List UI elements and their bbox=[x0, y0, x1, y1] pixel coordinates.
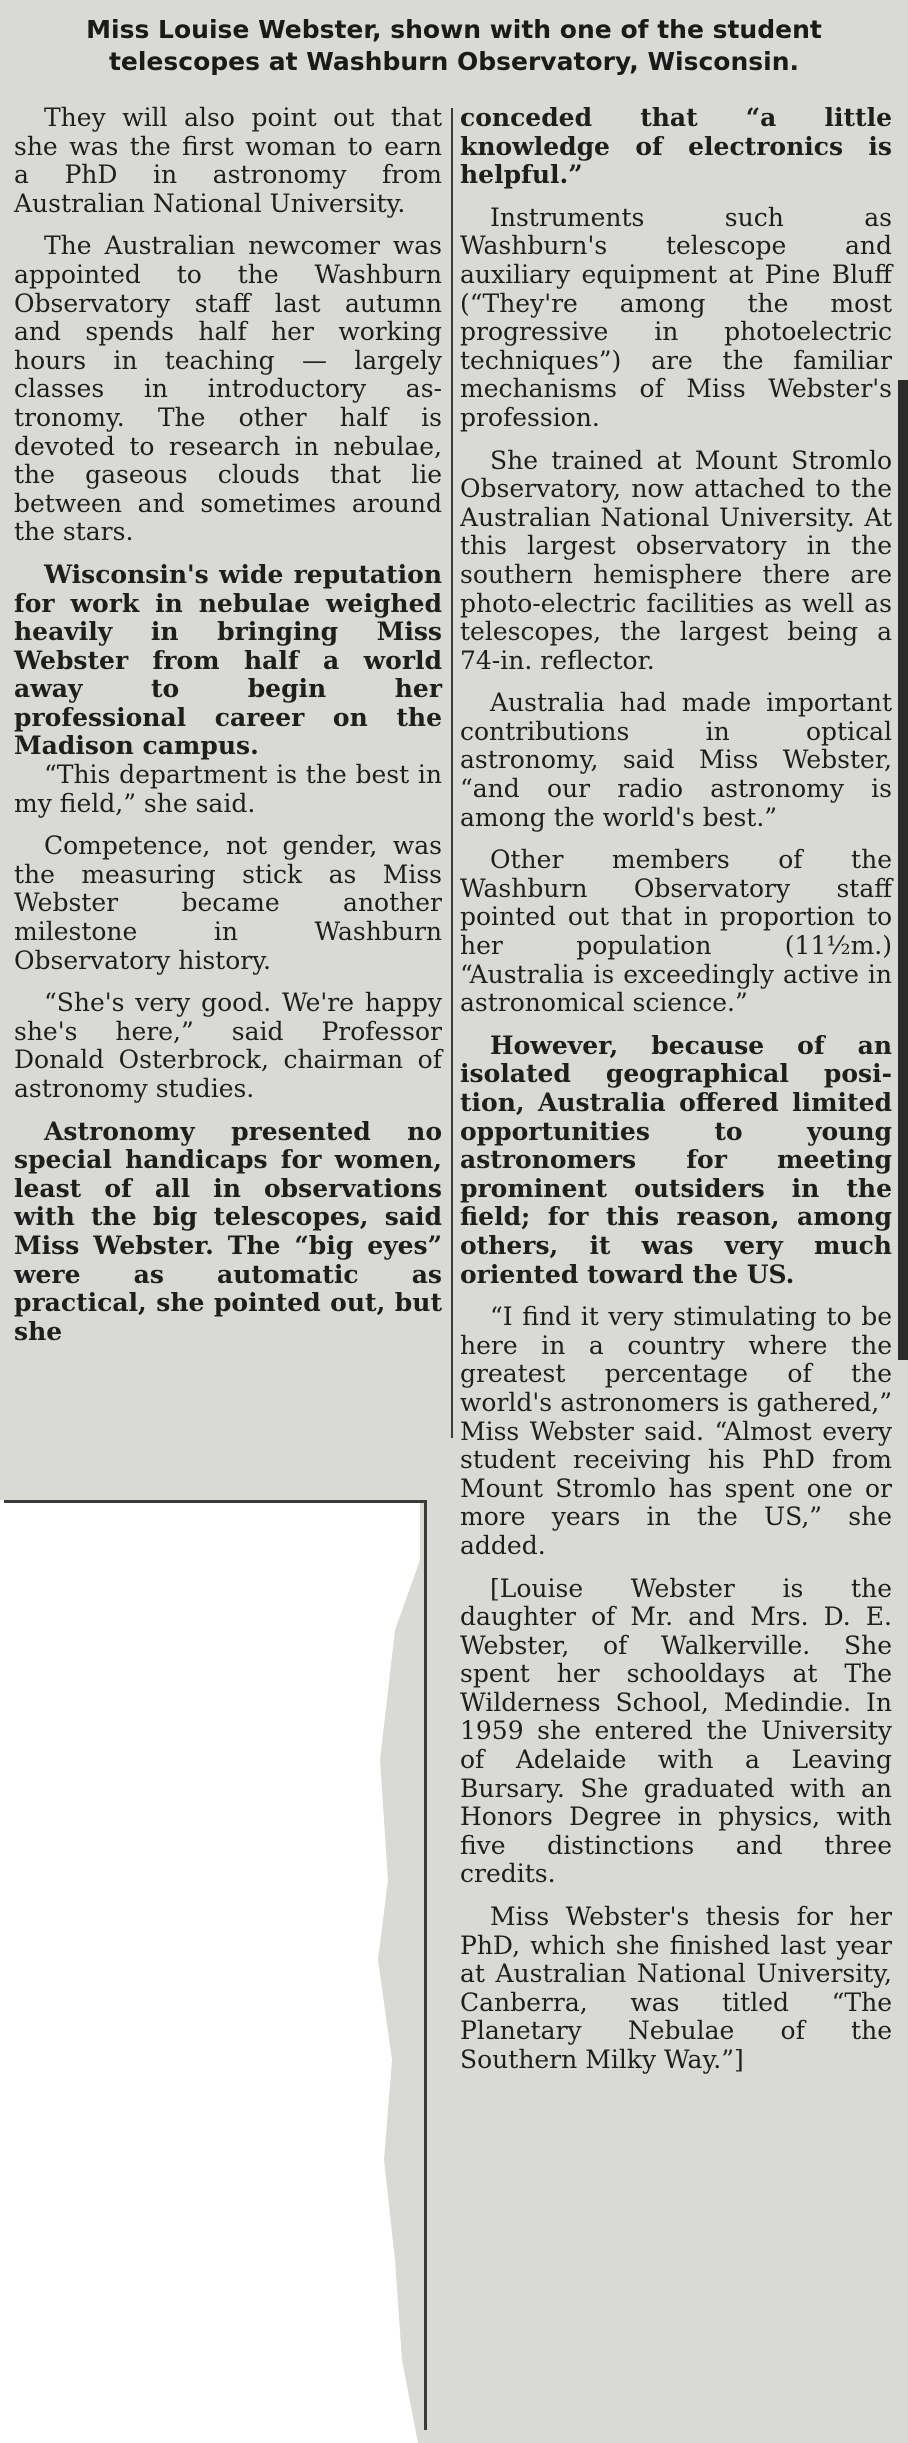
article-column-left bbox=[14, 104, 442, 1346]
column-rule bbox=[451, 108, 453, 1438]
article-paragraph: [Louise Webster is the daughter of Mr. and Mrs. D. E. Webster, of Walkerville. She spent her schooldays at The Wilderness School, Medindie. In 1959 she entered the University of Adelaide with a Leaving Bursary. She graduated with an Honors Degree in physics, with five distinctions and three credits. bbox=[460, 1573, 892, 1889]
article-paragraph: Instruments such as Washburn's telescope and auxiliary equipment at Pine Bluff (“They're among the most progressive in photoelectric techniques”) are the familiar mechanisms of Miss Webster's profession. bbox=[460, 202, 892, 432]
article-column-right bbox=[460, 104, 892, 2075]
article-paragraph: “She's very good. We're happy she's here,” said Professor Donald Osterbrock, chairman of astronomy studies. bbox=[14, 988, 442, 1103]
article-paragraph: Astronomy presented no special handicaps for women, least of all in observations with the big telescopes, said Miss Webster. The “big eyes” were as automatic as practical, she pointed out, but she bbox=[14, 1116, 442, 1346]
article-paragraph: Wisconsin's wide reputation for work in nebulae weighed heavily in bringing Miss Webster from half a world away to begin her professional career on the Madison campus. bbox=[14, 559, 442, 761]
adjacent-clipping-edge bbox=[898, 380, 908, 1360]
photo-box-top-rule bbox=[4, 1500, 426, 1503]
article-paragraph: She trained at Mount Stromlo Observatory, now attached to the Australian National University. At this largest observatory in the southern hemisphere there are photo-electric facilities as well as telescopes, the largest being a 74-in. reflector. bbox=[460, 445, 892, 675]
article-paragraph: “This department is the best in my field,” she said. bbox=[14, 760, 442, 818]
article-paragraph: Australia had made important contributions in optical astronomy, said Miss Webster, “and our radio astronomy is among the world's best.” bbox=[460, 688, 892, 832]
article-paragraph: Competence, not gender, was the measuring stick as Miss Webster became another milestone in Washburn Observatory history. bbox=[14, 831, 442, 975]
photo-box-side-rule bbox=[424, 1500, 427, 2430]
photo-caption: Miss Louise Webster, shown with one of the student telescopes at Washburn Observatory, Wisconsin. bbox=[86, 15, 822, 76]
article-paragraph: However, because of an isolated geographical position, Australia offered limited opportunities to young astronomers for meeting prominent outsiders in the field; for this reason, among others, it was very much oriented toward the US. bbox=[460, 1030, 892, 1289]
article-paragraph: Miss Webster's thesis for her PhD, which she finished last year at Australian National University, Canberra, was titled “The Planetary Nebulae of the Southern Milky Way.”] bbox=[460, 1902, 892, 2074]
article-paragraph: conceded that “a little knowledge of electronics is helpful.” bbox=[460, 103, 892, 190]
article-paragraph: They will also point out that she was the first woman to earn a PhD in astronomy from Australian National University. bbox=[14, 103, 442, 218]
article-paragraph: Other members of the Washburn Observatory staff pointed out that in proportion to her population (11½m.) “Australia is exceedingly active in astronomical science.” bbox=[460, 845, 892, 1018]
article-paragraph: “I find it very stimulating to be here in a country where the greatest percentage of the world's astronomers is gathered,” Miss Webster said. “Almost every student receiving his PhD from Mount Stromlo has spent one or more years in the US,” she added. bbox=[460, 1302, 892, 1560]
photo-cutout-area bbox=[0, 1500, 420, 2443]
article-paragraph: The Australian newcomer was appointed to the Washburn Observatory staff last autumn and spends half her working hours in teaching — largely classes in introductory astronomy. The other half is devoted to research in nebulae, the gaseous clouds that lie between and sometimes around the stars. bbox=[14, 231, 442, 547]
